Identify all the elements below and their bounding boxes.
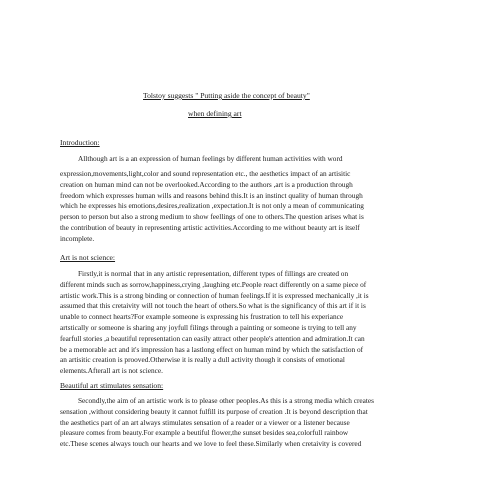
- text-line: artstically or someone is sharing any joyfull filings through a painting or someone is trying to tell any: [60, 322, 357, 332]
- text-line: fearfull stories ,a beautiful representation can easily attract other people's attention and admiration.It can: [60, 333, 365, 343]
- text-line: be a memorable act and it's impression has a lastlong effect on human mind by which the satisfaction of: [60, 344, 364, 354]
- document-title-line-1: Tolstoy suggests " Putting aside the concept of beauty": [143, 91, 310, 100]
- text-line: expression,movements,light,color and sound representation etc., the aesthetics impact of an artisitic: [60, 169, 351, 178]
- beauty-stimulates-heading: Beautiful art stimulates sensation:: [60, 381, 164, 390]
- text-line: an artisitic creation is prooved.Otherwise it is really a dull activity though it consists of emotional: [60, 355, 345, 365]
- text-line: Firstly,it is normal that in any artistic representation, different types of fillings are created on: [78, 269, 349, 278]
- text-line: incomplete.: [60, 233, 95, 243]
- text-line: the aesthetics part of an art always stimulates sensation of a reader or a viewer or a listener because: [60, 417, 350, 427]
- text-line: sensation ,without considering beauty it cannot fulfill its purpose of creation .It is beyond description that: [60, 406, 368, 416]
- introduction-heading: Introduction:: [60, 138, 100, 147]
- art-not-science-paragraph: [60, 269, 438, 377]
- text-line: different minds such as sorrow,happiness,crying ,laughing etc.People react differently on a same piece of: [60, 279, 367, 289]
- text-line: person to person but also a strong medium to show feellings of one to others.The question arises what is: [60, 212, 364, 222]
- document-title-line-2: when defining art: [188, 109, 242, 118]
- text-line: Secondly,the aim of an artistic work is to please other peoples.As this is a strong media which creates: [78, 396, 374, 405]
- text-line: pleasure comes from beauty.For example a beutiful flower,the sunset besides sea,colorfull rainbow: [60, 428, 349, 438]
- text-line: creation on human mind can not be overlooked.According to the authors ,art is a production through: [60, 179, 353, 189]
- text-line: freedom which expresses human wills and reasons behind this.It is an instinct quality of human through: [60, 190, 363, 200]
- introduction-paragraph: [60, 169, 438, 245]
- text-line: elements.Afterall art is not science.: [60, 366, 163, 376]
- art-not-science-heading: Art is not science:: [60, 253, 116, 262]
- text-line: the contribution of beauty in representing artistic activities.According to me without beauty art is itself: [60, 222, 360, 232]
- introduction-first-line: [60, 154, 438, 165]
- text-line: which he expresses his emotions,desires,realization ,expectation.It is not only a mean of communicating: [60, 201, 364, 211]
- text-line: etc.These scenes always touch our hearts and we love to feel these.Similarly when cretaivity is covered: [60, 439, 362, 449]
- text-line: unable to connect hearts?For example someone is expressing his frustration to tell his experiance: [60, 312, 344, 322]
- text-line: Allthough art is a an expression of human feelings by different human activities with word: [78, 154, 343, 163]
- text-line: assumed that this cretaivity will not touch the heart of others.So what is the significancy of this art if it is: [60, 301, 366, 311]
- text-line: artistic work.This is a strong binding or connection of human feelings.If it is expressed mechanically ,it is: [60, 290, 369, 300]
- beauty-stimulates-paragraph: [60, 396, 438, 450]
